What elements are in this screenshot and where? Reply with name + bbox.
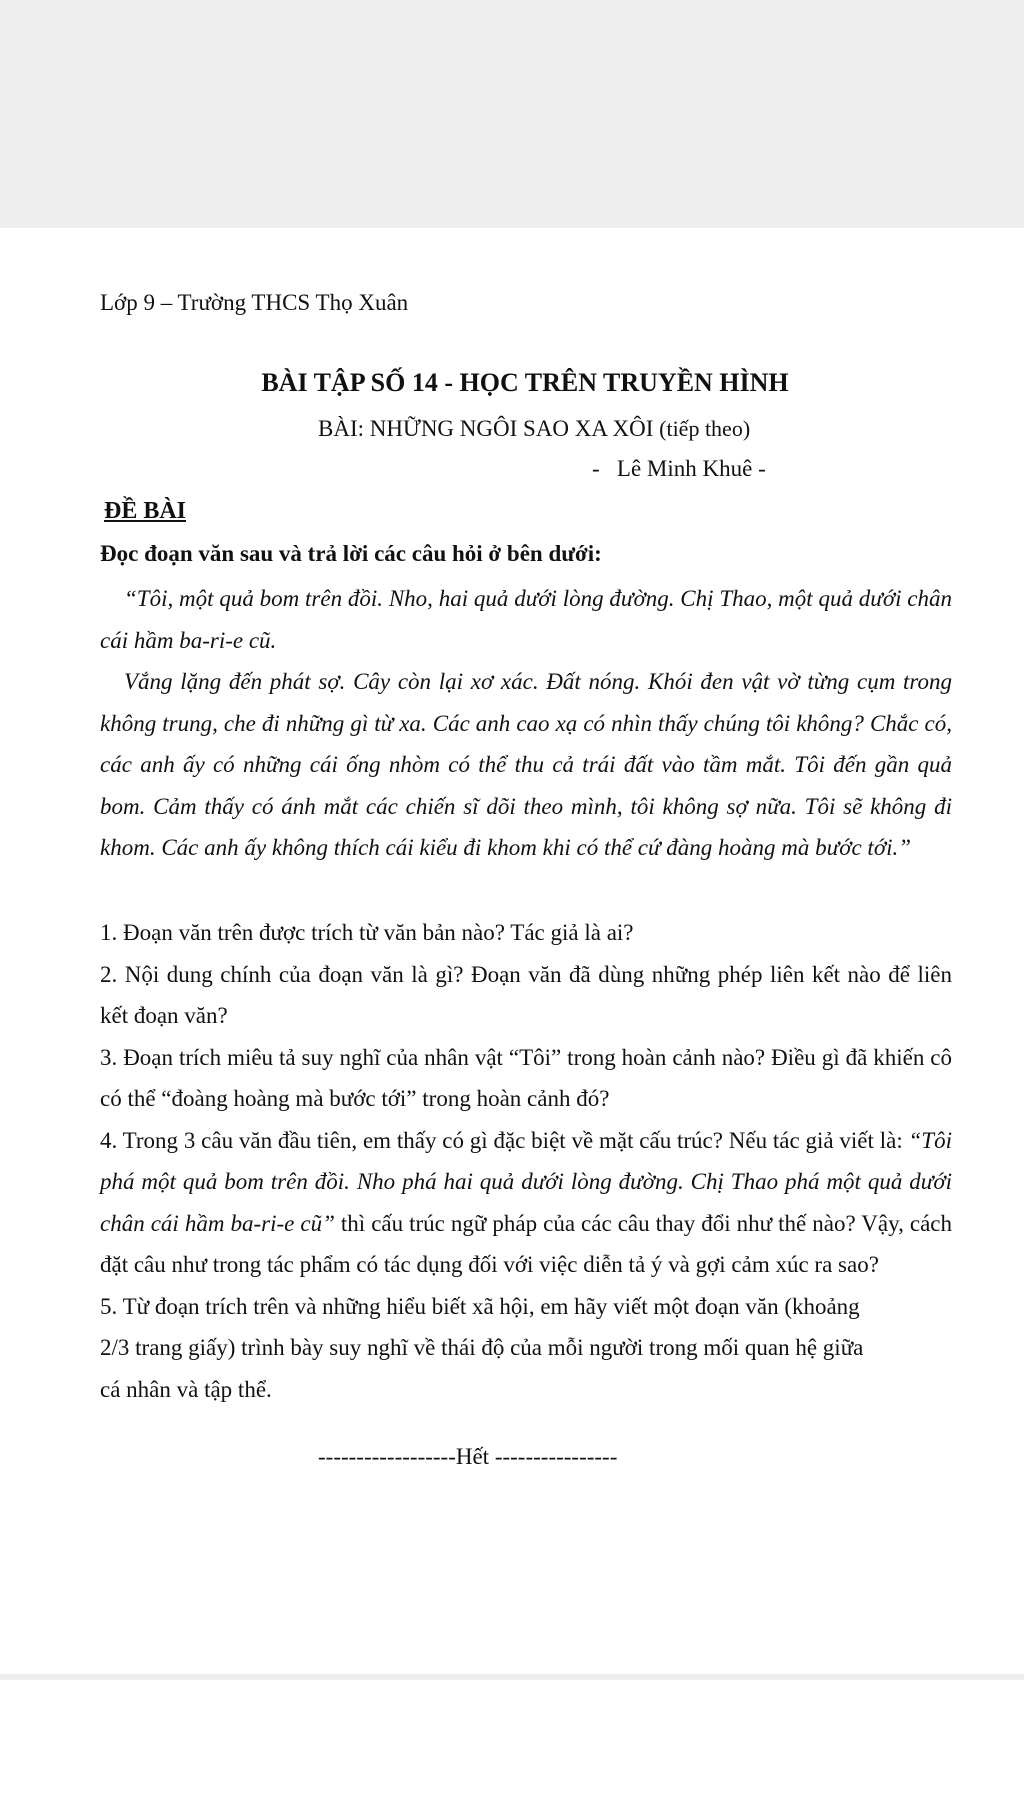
- question-5: 5. Từ đoạn trích trên và những hiểu biết xã hội, em hãy viết một đoạn văn (khoảng 2/3 trang giấy) trình bày suy nghĩ về thái độ của mỗi người trong mối quan hệ giữa cá nhân và tập thể.: [100, 1293, 864, 1402]
- school-header: Lớp 9 – Trường THCS Thọ Xuân: [100, 290, 409, 315]
- question-1: 1. Đoạn văn trên được trích từ văn bản nào? Tác giả là ai?: [100, 920, 634, 945]
- instruction-text: Đọc đoạn văn sau và trả lời các câu hỏi ở bên dưới:: [100, 541, 602, 566]
- question-4: [100, 1120, 952, 1286]
- page-bottom-divider: [0, 1674, 1024, 1680]
- question-3: 3. Đoạn trích miêu tả suy nghĩ của nhân vật “Tôi” trong hoàn cảnh nào? Điều gì đã khiến cô có thể “đoàng hoàng mà bước tới” trong hoàn cảnh đó?: [100, 1044, 952, 1111]
- page-title: BÀI TẬP SỐ 14 - HỌC TRÊN TRUYỀN HÌNH: [261, 368, 789, 397]
- question-list: [100, 912, 952, 1410]
- question-2: 2. Nội dung chính của đoạn văn là gì? Đoạn văn đã dùng những phép liên kết nào để liên kết đoạn văn?: [100, 961, 952, 1028]
- passage-paragraph: Vắng lặng đến phát sợ. Cây còn lại xơ xác. Đất nóng. Khói đen vật vờ từng cụm trong không trung, che đi những gì từ xa. Các anh cao xạ có nhìn thấy chúng tôi không? Chắc có, các anh ấy có những cái ống nhòm có thể thu cả trái đất vào tầm mắt. Tôi đến gần quả bom. Cảm thấy có ánh mắt các chiến sĩ dõi theo mình, tôi không sợ nữa. Tôi sẽ không đi khom. Các anh ấy không thích cái kiểu đi khom khi có thể cứ đàng hoàng mà bước tới.”: [100, 669, 952, 860]
- question-4-tail: thì cấu trúc ngữ pháp của các câu thay đổi như thế nào? Vậy, cách đặt câu như trong tác phẩm có tác dụng đối với việc diễn tả ý và gợi cảm xúc ra sao?: [100, 1210, 953, 1277]
- viewer-top-margin: [0, 0, 1024, 228]
- lesson-subtitle: [318, 416, 750, 442]
- author-name: - Lê Minh Khuê -: [592, 456, 766, 481]
- question-4-lead: 4. Trong 3 câu văn đầu tiên, em thấy có gì đặc biệt về mặt cấu trúc? Nếu tác giả viết là:: [100, 1127, 909, 1153]
- question-4-quote: “Tôi phá một quả bom trên đồi. Nho phá hai quả dưới lòng đường. Chị Thao phá một quả dưới chân cái hầm ba-ri-e cũ”: [100, 1127, 952, 1236]
- excerpt-passage: [100, 578, 952, 869]
- lesson-continuation-note: (tiếp theo): [659, 416, 751, 441]
- section-heading: ĐỀ BÀI: [104, 498, 187, 524]
- passage-paragraph: “Tôi, một quả bom trên đồi. Nho, hai quả dưới lòng đường. Chị Thao, một quả dưới chân cái hầm ba-ri-e cũ.: [100, 586, 952, 653]
- lesson-name: BÀI: NHỮNG NGÔI SAO XA XÔI: [318, 416, 654, 441]
- document-page: [0, 228, 1024, 1674]
- end-marker: ------------------Hết ----------------: [318, 1444, 618, 1469]
